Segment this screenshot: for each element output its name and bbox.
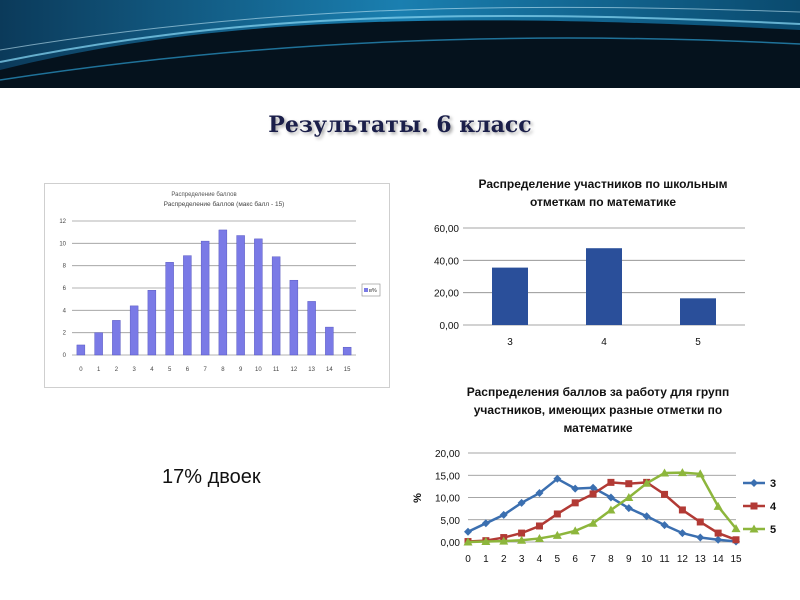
chart3-xtick-label: 7	[590, 554, 596, 565]
chart3-point-3	[464, 528, 472, 536]
chart1-xtick-label: 12	[290, 367, 298, 373]
chart3-xtick-label: 10	[641, 554, 653, 565]
chart3-point-4	[518, 530, 525, 537]
chart3-xtick-label: 1	[483, 554, 489, 565]
chart1-xtick-label: 1	[96, 367, 101, 373]
chart2-ytick-label: 20,00	[433, 288, 459, 300]
chart1-ytick-label: 12	[59, 219, 66, 225]
grade-distribution-chart	[403, 170, 761, 358]
chart3-point-3	[643, 512, 651, 520]
chart3-point-4	[625, 480, 632, 487]
chart3-xtick-label: 6	[572, 554, 578, 565]
chart3-point-3	[696, 534, 704, 542]
slide-title: Результаты. 6 класс	[268, 112, 532, 138]
chart3-legend-marker	[750, 479, 758, 487]
chart3-legend-marker	[751, 503, 758, 510]
chart1-xtick-label: 3	[132, 367, 136, 373]
chart3-ylabel: %	[412, 493, 424, 503]
chart1-xtick-label: 13	[308, 367, 315, 373]
score-by-grade-chart	[403, 380, 793, 580]
chart1-bar	[290, 280, 298, 355]
chart1-title: Распределение баллов (макс балл - 15)	[163, 201, 285, 208]
chart3-title-line1: Распределения баллов за работу для групп	[466, 385, 730, 399]
chart3-ytick-label: 5,00	[440, 515, 460, 527]
chart3-point-4	[661, 491, 668, 498]
chart3-xtick-label: 4	[536, 554, 543, 565]
chart3-legend-label: 4	[770, 501, 777, 513]
chart3-point-4	[607, 479, 614, 486]
chart1-bar	[148, 290, 156, 355]
chart3-point-4	[554, 510, 561, 517]
chart3-xtick-label: 15	[730, 554, 742, 565]
chart3-ytick-label: 0,00	[440, 538, 460, 549]
chart3-legend-label: 3	[770, 478, 777, 490]
chart3-legend-label: 5	[770, 524, 777, 536]
chart3-point-3	[714, 536, 722, 544]
chart3-xtick-label: 12	[676, 554, 688, 565]
chart3-point-4	[536, 522, 543, 529]
failing-share-note: 17% двоек	[162, 466, 261, 488]
chart1-xtick-label: 15	[343, 367, 351, 373]
chart3-ytick-label: 20,00	[434, 449, 460, 460]
chart1-xtick-label: 4	[150, 367, 154, 373]
chart3-point-3	[678, 529, 686, 537]
chart1-bar	[343, 347, 351, 355]
chart1-xtick-label: 14	[326, 367, 333, 373]
score-distribution-chart	[44, 183, 390, 388]
chart3-title-line2: участников, имеющих разные отметки по	[473, 403, 723, 417]
chart1-ytick-label: 10	[59, 241, 66, 248]
chart3-xtick-label: 5	[554, 554, 561, 565]
chart1-bar	[272, 257, 280, 355]
chart3-xtick-label: 8	[608, 554, 614, 565]
chart1-bar	[201, 241, 209, 355]
chart3-title-line3: математике	[563, 421, 633, 435]
chart1-bar	[183, 256, 191, 355]
chart1-ytick-label: 2	[62, 330, 66, 337]
svg-text:Распределение баллов: Распределение баллов	[171, 192, 237, 198]
chart2-bar	[492, 268, 528, 325]
chart1-bar	[130, 306, 138, 355]
chart3-ytick-label: 15,00	[434, 471, 460, 483]
chart3-point-4	[572, 499, 579, 506]
chart1-xtick-label: 0	[79, 367, 83, 373]
chart1-bar	[219, 230, 227, 355]
chart1-legend-label: в%	[369, 288, 377, 294]
chart2-bar	[680, 298, 716, 325]
chart3-series-line-5	[468, 473, 736, 542]
chart1-xtick-label: 6	[185, 367, 190, 373]
chart2-xtick-label: 3	[507, 337, 513, 348]
chart3-point-3	[482, 519, 490, 527]
chart3-xtick-label: 2	[500, 554, 507, 565]
chart1-xtick-label: 8	[221, 367, 225, 373]
chart2-ytick-label: 60,00	[433, 224, 459, 235]
chart1-ytick-label: 8	[62, 263, 66, 270]
chart1-bar	[308, 301, 316, 355]
chart1-ytick-label: 4	[62, 308, 66, 315]
chart3-point-4	[733, 536, 740, 543]
chart2-bar	[586, 248, 622, 325]
chart1-ytick-label: 6	[62, 286, 66, 292]
chart3-point-4	[590, 490, 597, 497]
chart1-bar	[166, 262, 174, 355]
chart2-xtick-label: 4	[601, 337, 607, 348]
chart3-xtick-label: 0	[465, 554, 471, 565]
chart1-xtick-label: 11	[273, 367, 280, 373]
chart1-legend-swatch	[364, 288, 368, 292]
chart3-point-4	[715, 530, 722, 537]
chart1-xtick-label: 7	[203, 367, 207, 373]
chart3-xtick-label: 3	[518, 554, 525, 565]
chart2-title-line2: отметкам по математике	[529, 195, 677, 209]
chart1-xtick-label: 10	[255, 367, 262, 373]
chart1-bar	[237, 236, 245, 355]
chart2-ytick-label: 0,00	[439, 321, 459, 332]
chart1-bar	[325, 327, 333, 355]
chart3-point-3	[661, 521, 669, 529]
chart1-ytick-label: 0	[62, 353, 66, 359]
chart1-xtick-label: 9	[238, 367, 243, 373]
chart1-bar	[112, 320, 120, 355]
chart3-ytick-label: 10,00	[434, 493, 460, 505]
chart1-bar	[77, 345, 85, 355]
chart3-point-4	[679, 506, 686, 513]
chart3-xtick-label: 14	[712, 554, 724, 565]
chart3-xtick-label: 9	[626, 554, 632, 565]
chart1-xtick-label: 2	[114, 367, 119, 373]
chart3-point-4	[697, 518, 704, 525]
chart1-bar	[254, 239, 262, 355]
chart3-xtick-label: 11	[659, 554, 670, 565]
chart2-title-line1: Распределение участников по школьным	[478, 177, 728, 191]
chart3-xtick-label: 13	[694, 554, 706, 565]
chart1-bar	[95, 333, 103, 355]
chart2-ytick-label: 40,00	[433, 256, 459, 268]
chart2-xtick-label: 5	[695, 337, 701, 348]
chart1-xtick-label: 5	[167, 367, 172, 373]
header-banner	[0, 0, 800, 88]
